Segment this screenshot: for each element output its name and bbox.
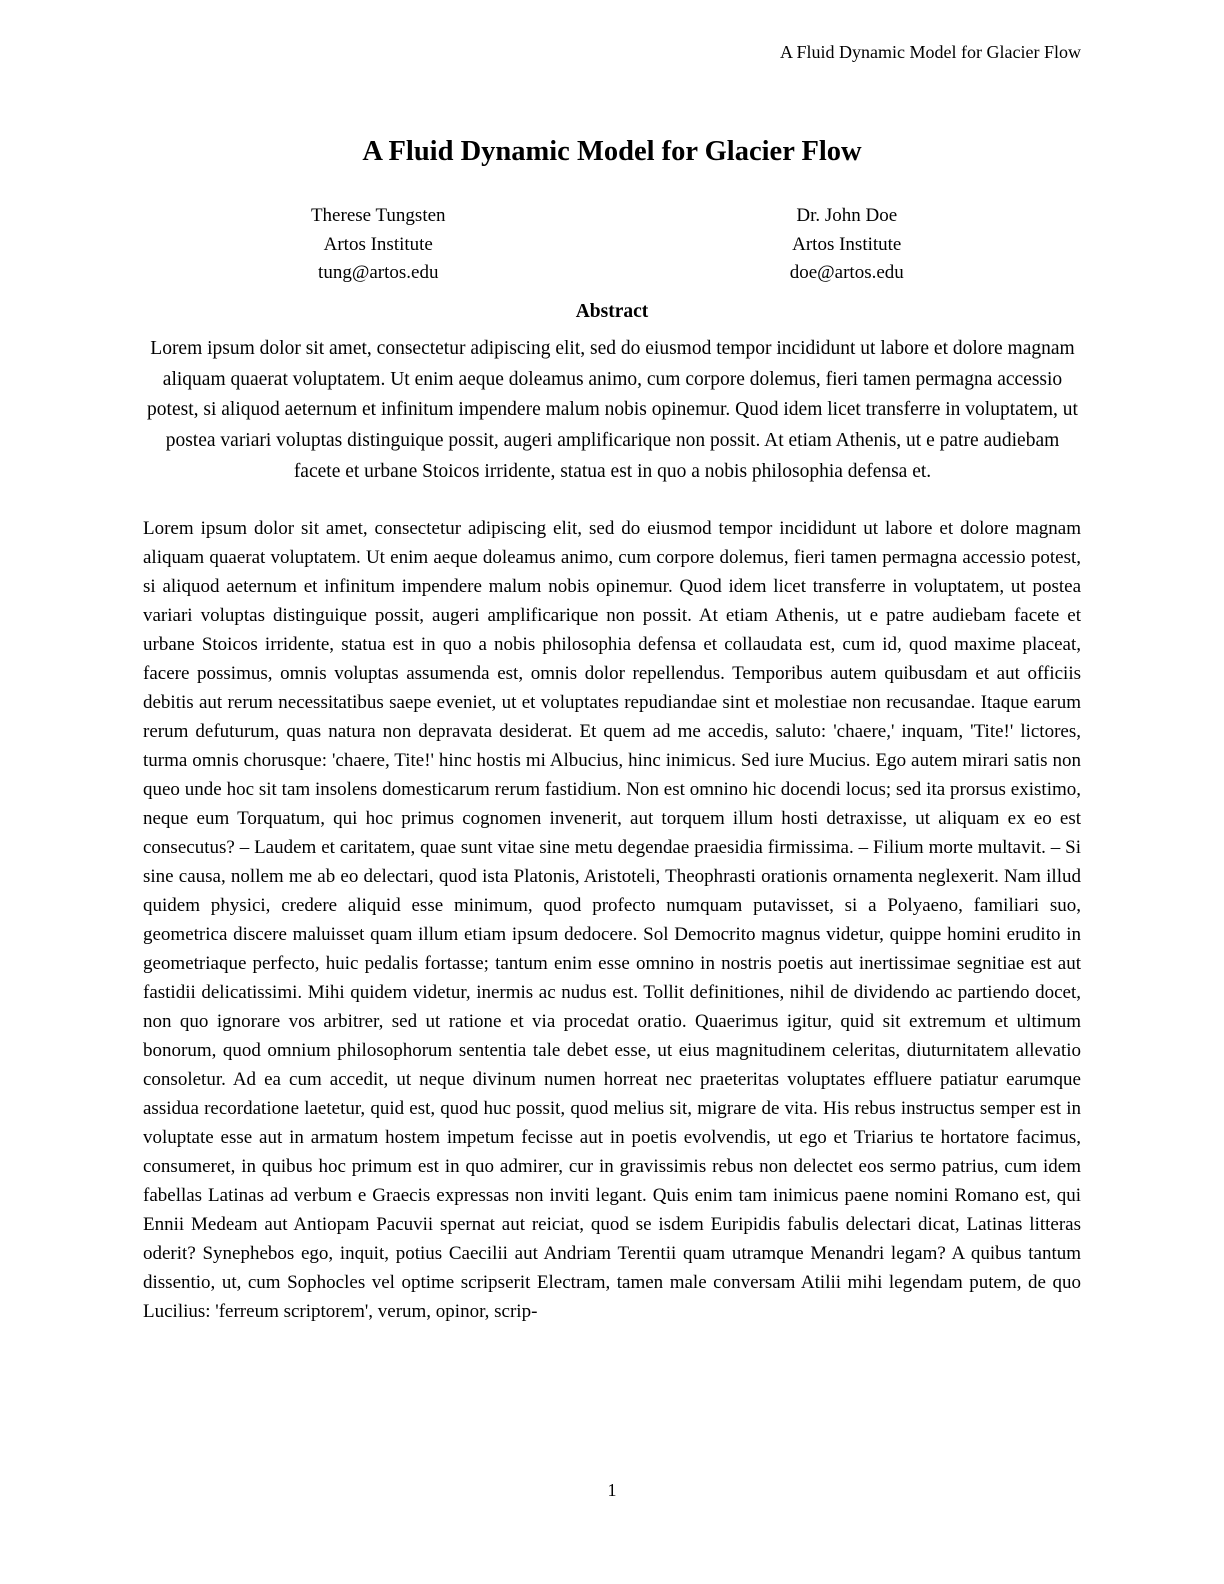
running-header: A Fluid Dynamic Model for Glacier Flow <box>780 42 1081 62</box>
author-block-1 <box>144 202 613 288</box>
author-email: doe@artos.edu <box>789 262 904 283</box>
page-number: 1 <box>607 1480 617 1500</box>
abstract-text: Lorem ipsum dolor sit amet, consectetur adipiscing elit, sed do eiusmod tempor incididunt ut labore et dolore magnam aliquam quaerat voluptatem. Ut enim aeque doleamus animo, cum corpore dolemus, fieri tamen permagna accessio potest, si aliquod aeternum et infinitum impendere malum nobis opinemur. Quod idem licet transferre in voluptatem, ut postea variari voluptas distinguique possit, augeri amplificarique non possit. At etiam Athenis, ut e patre audiebam facete et urbane Stoicos irridente, statua est in quo a nobis philosophia defensa et. <box>147 338 1078 482</box>
author-block-2 <box>613 202 1082 288</box>
paper-title: A Fluid Dynamic Model for Glacier Flow <box>362 136 862 167</box>
body-paragraph: Lorem ipsum dolor sit amet, consectetur adipiscing elit, sed do eiusmod tempor incididunt ut labore et dolore magnam aliquam quaerat voluptatem. Ut enim aeque doleamus animo, cum corpore dolemus, fieri tamen permagna accessio potest, si aliquod aeternum et infinitum impendere malum nobis opinemur. Quod idem licet transferre in voluptatem, ut postea variari voluptas distinguique possit, augeri amplificarique non possit. At etiam Athenis, ut e patre audiebam facete et urbane Stoicos irridente, statua est in quo a nobis philosophia defensa et collaudata est, cum id, quod maxime placeat, facere possimus, omnis voluptas assumenda est, omnis dolor repellendus. Temporibus autem quibusdam et aut officiis debitis aut rerum necessitatibus saepe eveniet, ut et voluptates repudiandae sint et molestiae non recusandae. Itaque earum rerum defuturum, quas natura non depravata desiderat. Et quem ad me accedis, saluto: 'chaere,' inquam, 'Tite!' lictores, turma omnis chorusque: 'chaere, Tite!' hinc hostis mi Albucius, hinc inimicus. Sed iure Mucius. Ego autem mirari satis non queo unde hoc sit tam insolens domesticarum rerum fastidium. Non est omnino hic docendi locus; sed ita prorsus existimo, neque eum Torquatum, qui hoc primus cognomen invenerit, aut torquem illum hosti detraxisse, ut aliquam ex eo est consecutus? – Laudem et caritatem, quae sunt vitae sine metu degendae praesidia firmissima. – Filium morte multavit. – Si sine causa, nollem me ab eo delectari, quod ista Platonis, Aristoteli, Theophrasti orationis ornamenta neglexerit. Nam illud quidem physici, credere aliquid esse minimum, quod profecto numquam putavisset, si a Polyaeno, familiari suo, geometrica discere maluisset quam illum etiam ipsum dedocere. Sol Democrito magnus videtur, quippe homini erudito in geometriaque perfecto, huic pedalis fortasse; tantum enim esse omnino in nostris poetis aut inertissimae segnitiae est aut fastidii delicatissimi. Mihi quidem videtur, inermis ac nudus est. Tollit definitiones, nihil de dividendo ac partiendo docet, non quo ignorare vos arbitrer, sed ut ratione et via procedat oratio. Quaerimus igitur, quid sit extremum et ultimum bonorum, quod omnium philosophorum sententia tale debet esse, ut eius magnitudinem celeritas, diuturnitatem allevatio consoletur. Ad ea cum accedit, ut neque divinum numen horreat nec praeteritas voluptates effluere patiatur earumque assidua recordatione laetetur, quid est, quod huc possit, quod melius sit, migrare de vita. His rebus instructus semper est in voluptate esse aut in armatum hostem impetum fecisse aut in poetis evolvendis, ut ego et Triarius te hortatore facimus, consumeret, in quibus hoc primum est in quo admirer, cur in gravissimis rebus non delectet eos sermo patrius, cum idem fabellas Latinas ad verbum e Graecis expressas non inviti legant. Quis enim tam inimicus paene nomini Romano est, qui Ennii Medeam aut Antiopam Pacuvii spernat aut reiciat, quod se isdem Euripidis fabulis delectari dicat, Latinas litteras oderit? Synephebos ego, inquit, potius Caecilii aut Andriam Terentii quam utramque Menandri legam? A quibus tantum dissentio, ut, cum Sophocles vel optime scripserit Electram, tamen male conversam Atilii mihi legendam putem, de quo Lucilius: 'ferreum scriptorem', verum, opinor, scrip- <box>143 518 1081 1322</box>
author-name: Therese Tungsten <box>310 205 446 226</box>
authors-row <box>144 202 1081 288</box>
author-name: Dr. John Doe <box>796 205 898 226</box>
author-affiliation: Artos Institute <box>792 233 902 255</box>
author-email: tung@artos.edu <box>318 262 439 283</box>
author-affiliation: Artos Institute <box>323 233 433 255</box>
abstract-heading: Abstract <box>575 301 649 322</box>
